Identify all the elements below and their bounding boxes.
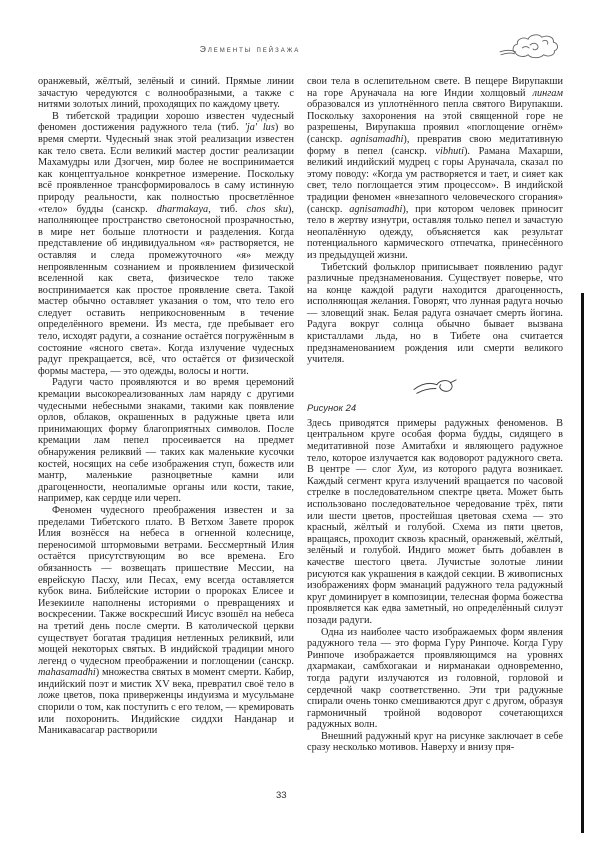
running-header: Элементы пейзажа: [199, 44, 301, 54]
paragraph: Одна из наиболее часто изображаемых форм явления радужного тела — это форма Гуру Ринпоче. Когда Гуру Ринпоче изображается проявляющимся на уровнях дхармакаи, самбхогакаи и нирманакаи одновременно, тогда радуги излучаются из головной, горловой и сердечной чакр соответственно. Эти три радужные спирали очень тонко смешиваются друг с другом, образуя гармоничный тройной водоворот сочетающихся радужных волн.: [307, 626, 563, 731]
paragraph: Радуги часто проявляются и во время церемоний кремации высокореализованных лам наряду с другими чудесными небесными знаками, такими как появление орлов, облаков, окрашенных в радужные цвета или принимающих форму благоприятных символов. После кремации лам пепел просеивается на предмет обнаружения реликвий — таких как маленькие кусочки костей, носящих на себе изображения ступ, божеств или мантр, маленькие разноцветные камни или драгоценности, неопалимые органы или кости, такие, например, как сердце или череп.: [38, 377, 294, 505]
paragraph: Тибетский фольклор приписывает появлению радуг различные предзнаменования. Существует поверье, что на конце каждой радуги находится драгоценность, исполняющая желания. Говорят, что лунная радуга ночью — зловещий знак. Белая радуга означает смерть йогина. Радуга вокруг солнца обычно бывает вызвана кристаллами льда, но в Тибете она считается предзнаменованием рождения или смерти великого учителя.: [307, 261, 563, 366]
text-columns: [38, 76, 563, 754]
paragraph: оранжевый, жёлтый, зелёный и синий. Прямые линии зачастую чередуются с волнообразными, а также с нитями золотых линий, проходящих по каждому цвету.: [38, 76, 294, 111]
cloud-scroll-ornament-icon: [498, 30, 566, 64]
paragraph: Феномен чудесного преображения известен и за пределами Тибетского плато. В Ветхом Завете пророк Илия вознёсся на небеса в огненной колеснице, переносимой штормовыми ветрами. Бессмертный Илия остаётся присутствующим во все времена. Его обязанность — возвещать пришествие Мессии, на еврейскую Пасху, или Песах, ему всегда оставляется кубок вина. Библейские истории о пророках Елисее и Иезекииле наполнены историями о превращениях и воскресении. Также воскресший Иисус взошёл на небеса на третий день после смерти. В католической церкви существует богатая традиция нетленных реликвий, или мощей некоторых святых. В индийской традиции много легенд о чудесном преображении и поглощении (санскр. mahasamadhi) множества святых в момент смерти. Кабир, индийский поэт и мистик XV века, превратил своё тело в ложе цветов, пока приверженцы индуизма и мусульмане спорили о том, как поступить с его телом, — кремировать или похоронить. Индийские сиддхи Нанданар и Маникавасагар растворили: [38, 504, 294, 737]
figure-caption-label: Рисунок 24: [307, 402, 357, 414]
page-number: 33: [276, 790, 287, 801]
page-edge-scan-mark: [581, 293, 584, 833]
bird-flourish-ornament-icon: [412, 377, 458, 400]
figure-caption-paragraph: Здесь приводятся примеры радужных феноменов. В центральном круге особая форма будды, сидящего в медитативной позе Амитабхи и являющего радужное тело, которое излучается как водоворот радужного света. В центре — слог Хум, из которого радуга возникает. Каждый сегмент круга излучений вращается по часовой стрелке в последовательном спектре цвета. Может быть использовано последовательное чередование трёх, пяти или шести цветов, простейшая цветовая схема — это красный, жёлтый и голубой. Схема из пяти цветов, вращаясь, проходит сквозь красный, оранжевый, жёлтый, зелёный и голубой. Индиго может быть добавлен в качестве шестого цвета. Лучистые золотые линии рисуются как украшения в каждой секции. В живописных изображениях форм эманаций радужного тела радужный круг доминирует в композиции, телесная форма божества проявляется как едва заметный, но определённый силуэт позади радуги.: [307, 417, 563, 626]
text-column-right: [307, 76, 563, 754]
paragraph: свои тела в ослепительном свете. В пещере Вирупакши на горе Аруначала на юге Индии холщовый лингам образовался из уплотнённого пепла святого Вирупакши. Поскольку захоронения на этой священной горе не разрешены, Вирупакша проявил «поглощение огнём» (санскр. agnisamadhi), превратив свою медитативную форму в пепел (санскр. vibhuti). Рамана Махарши, великий индийский мудрец с горы Аруначала, сказал по этому поводу: «Когда ум растворяется и тает, и сияет как свет, тело поглощается этим процессом». В индийской традиции феномен «внезапного человеческого сгорания» (санскр. agnisamadhi), при котором человек приносит тело в жертву изнутри, оставляя только пепел и зачастую неопалённую одежду, объясняется как результат потенциального кармического отпечатка, принесённого из предыдущей жизни.: [307, 76, 563, 261]
text-column-left: [38, 76, 294, 754]
paragraph: Внешний радужный круг на рисунке заключает в себе сразу несколько мотивов. Наверху и внизу пря-: [307, 730, 563, 754]
paragraph: В тибетской традиции хорошо известен чудесный феномен достижения радужного тела (тиб. 'ja' lus) во время смерти. Чудесный знак этой реализации известен как тело света. Если великий мастер достиг реализации Махамудры или Дзогчен, мир более не воспринимается как концептуальное конкретное измерение. Поскольку всё проявленное трансформировалось в саму истинную природу реальности, как полностью просветлённое «тело» будды (санскр. dharmakaya, тиб. chos sku), наполняющее пространство светоносной прозрачностью, в мире нет больше плотности и разделения. Когда представление об индивидуальном «я» растворяется, не оставляя и следа промежуточного «я» между непроявленным сознанием и проявлением физической вселенной как света, физическое тело также воспринимается как простое проявление света. Такой мастер обычно оставляет указания о том, что тело его следует оставить неприкосновенным в течение определённого времени. Из места, где пребывает его тело, исходят радуги, а сознание остаётся погружённым в состояние «ясного света». Когда излучение чудесных радуг прекращается, всё, что остаётся от физической формы мастера, — это одежды, волосы и ногти.: [38, 110, 294, 377]
